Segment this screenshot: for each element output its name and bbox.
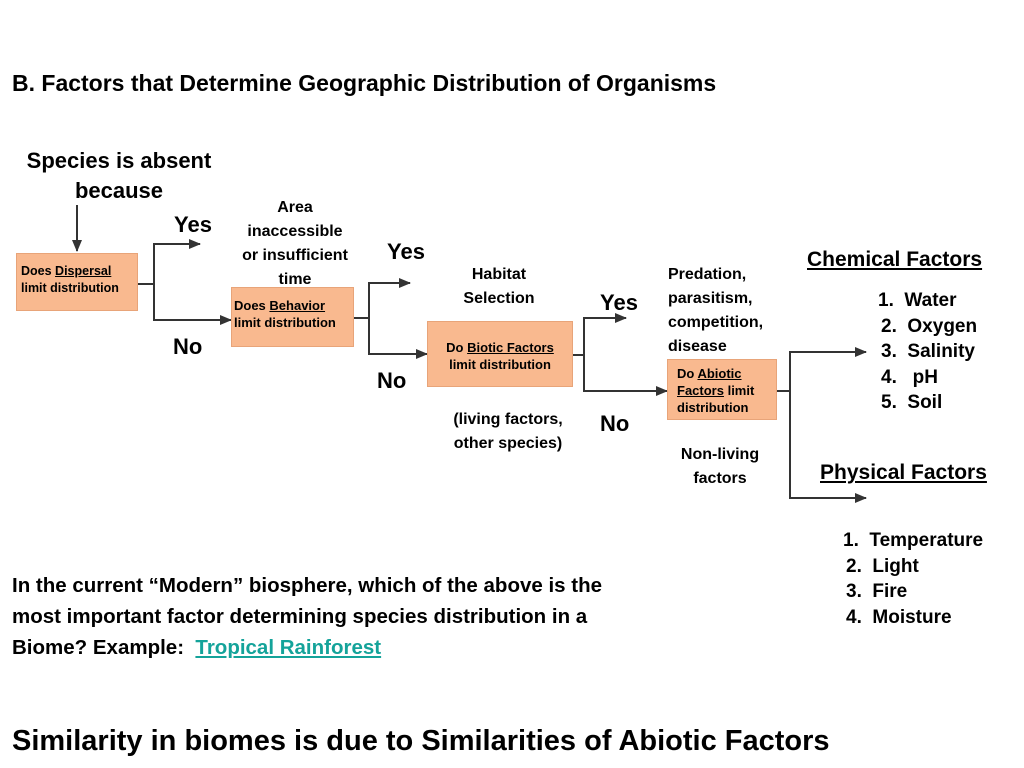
- abiotic-box-key1: Abiotic: [697, 366, 742, 381]
- biotic-no-arrow: [584, 355, 667, 391]
- predation-note-line: competition,: [668, 314, 764, 331]
- area-note: [224, 196, 366, 292]
- chemical-factor-item: 4. pH: [881, 366, 939, 388]
- chemical-factor-item: 2. Oxygen: [881, 315, 978, 337]
- predation-note-line: disease: [668, 338, 727, 355]
- physical-factor-item: 3. Fire: [846, 581, 908, 602]
- biotic-box: [427, 321, 573, 387]
- predation-note-line: parasitism,: [668, 290, 753, 307]
- habitat-note-line: Selection: [463, 290, 535, 307]
- dispersal-no-arrow: [154, 284, 231, 320]
- yes-label-biotic: Yes: [600, 290, 638, 315]
- chemical-factor-item: 3. Salinity: [881, 341, 975, 362]
- nonliving-factors-note-line: Non-living: [680, 446, 760, 463]
- question-line: Biome? Example:: [12, 636, 196, 659]
- question-line: In the current “Modern” biosphere, which of the above is the: [12, 574, 603, 597]
- dispersal-box-rest: limit distribution: [21, 281, 119, 295]
- question-line: most important factor determining species distribution in a: [12, 605, 588, 628]
- physical-factor-item: 1. Temperature: [843, 530, 984, 551]
- behavior-box-rest: limit distribution: [234, 315, 336, 330]
- predation-note-line: Predation,: [668, 266, 747, 283]
- abiotic-box: [667, 359, 777, 420]
- biotic-box-rest: limit distribution: [449, 357, 551, 372]
- dispersal-box-prefix: Does: [21, 264, 56, 278]
- no-label-behavior: No: [377, 368, 407, 393]
- conclusion-text: Similarity in biomes is due to Similarities of Abiotic Factors: [12, 725, 830, 757]
- area-note-line: or insufficient: [242, 247, 348, 264]
- slide-heading: B. Factors that Determine Geographic Distribution of Organisms: [12, 70, 717, 96]
- nonliving-factors-note: [660, 443, 780, 491]
- behavior-box-prefix: Does: [234, 298, 270, 313]
- area-note-line: inaccessible: [247, 223, 343, 240]
- habitat-note: [440, 263, 558, 311]
- behavior-box: [231, 287, 354, 347]
- living-factors-note-line: (living factors,: [453, 411, 563, 428]
- abiotic-box-rest1: limit: [723, 383, 755, 398]
- no-label-biotic: No: [600, 411, 630, 436]
- no-label-dispersal: No: [173, 334, 203, 359]
- behavior-box-key: Behavior: [269, 298, 326, 313]
- area-note-line: time: [278, 271, 312, 288]
- habitat-note-line: Habitat: [471, 266, 527, 283]
- abiotic-box-prefix: Do: [677, 366, 698, 381]
- nonliving-factors-note-line: factors: [693, 470, 747, 487]
- question-text: [12, 570, 792, 663]
- chemical-factors-list: [878, 288, 977, 416]
- dispersal-yes-arrow: [138, 244, 200, 284]
- start-label: [5, 146, 233, 206]
- physical-factors-list: [843, 528, 983, 630]
- yes-label-behavior: Yes: [387, 239, 425, 264]
- dispersal-box-key: Dispersal: [55, 264, 112, 278]
- start-label-line2: because: [74, 178, 164, 203]
- chemical-factor-item: 5. Soil: [881, 392, 943, 413]
- dispersal-box: [16, 253, 138, 311]
- behavior-no-arrow: [369, 318, 427, 354]
- abiotic-box-key2: Factors: [677, 383, 724, 398]
- physical-factors-title: Physical Factors: [820, 461, 987, 484]
- start-label-line1: Species is absent: [26, 148, 212, 173]
- abiotic-box-rest2: distribution: [677, 400, 749, 415]
- living-factors-note-line: other species): [453, 435, 563, 452]
- yes-label-dispersal: Yes: [174, 212, 212, 237]
- living-factors-note: [428, 408, 588, 456]
- predation-note: [668, 263, 808, 359]
- physical-factor-item: 4. Moisture: [846, 606, 952, 628]
- biotic-box-prefix: Do: [446, 340, 468, 355]
- tropical-rainforest-link[interactable]: Tropical Rainforest: [195, 636, 382, 659]
- area-note-line: Area: [277, 199, 313, 216]
- physical-factor-item: 2. Light: [846, 555, 919, 577]
- biotic-yes-arrow: [573, 318, 626, 355]
- chemical-factors-title: Chemical Factors: [807, 248, 983, 271]
- biotic-box-key: Biotic Factors: [467, 340, 554, 355]
- chemical-factor-item: 1. Water: [878, 290, 957, 311]
